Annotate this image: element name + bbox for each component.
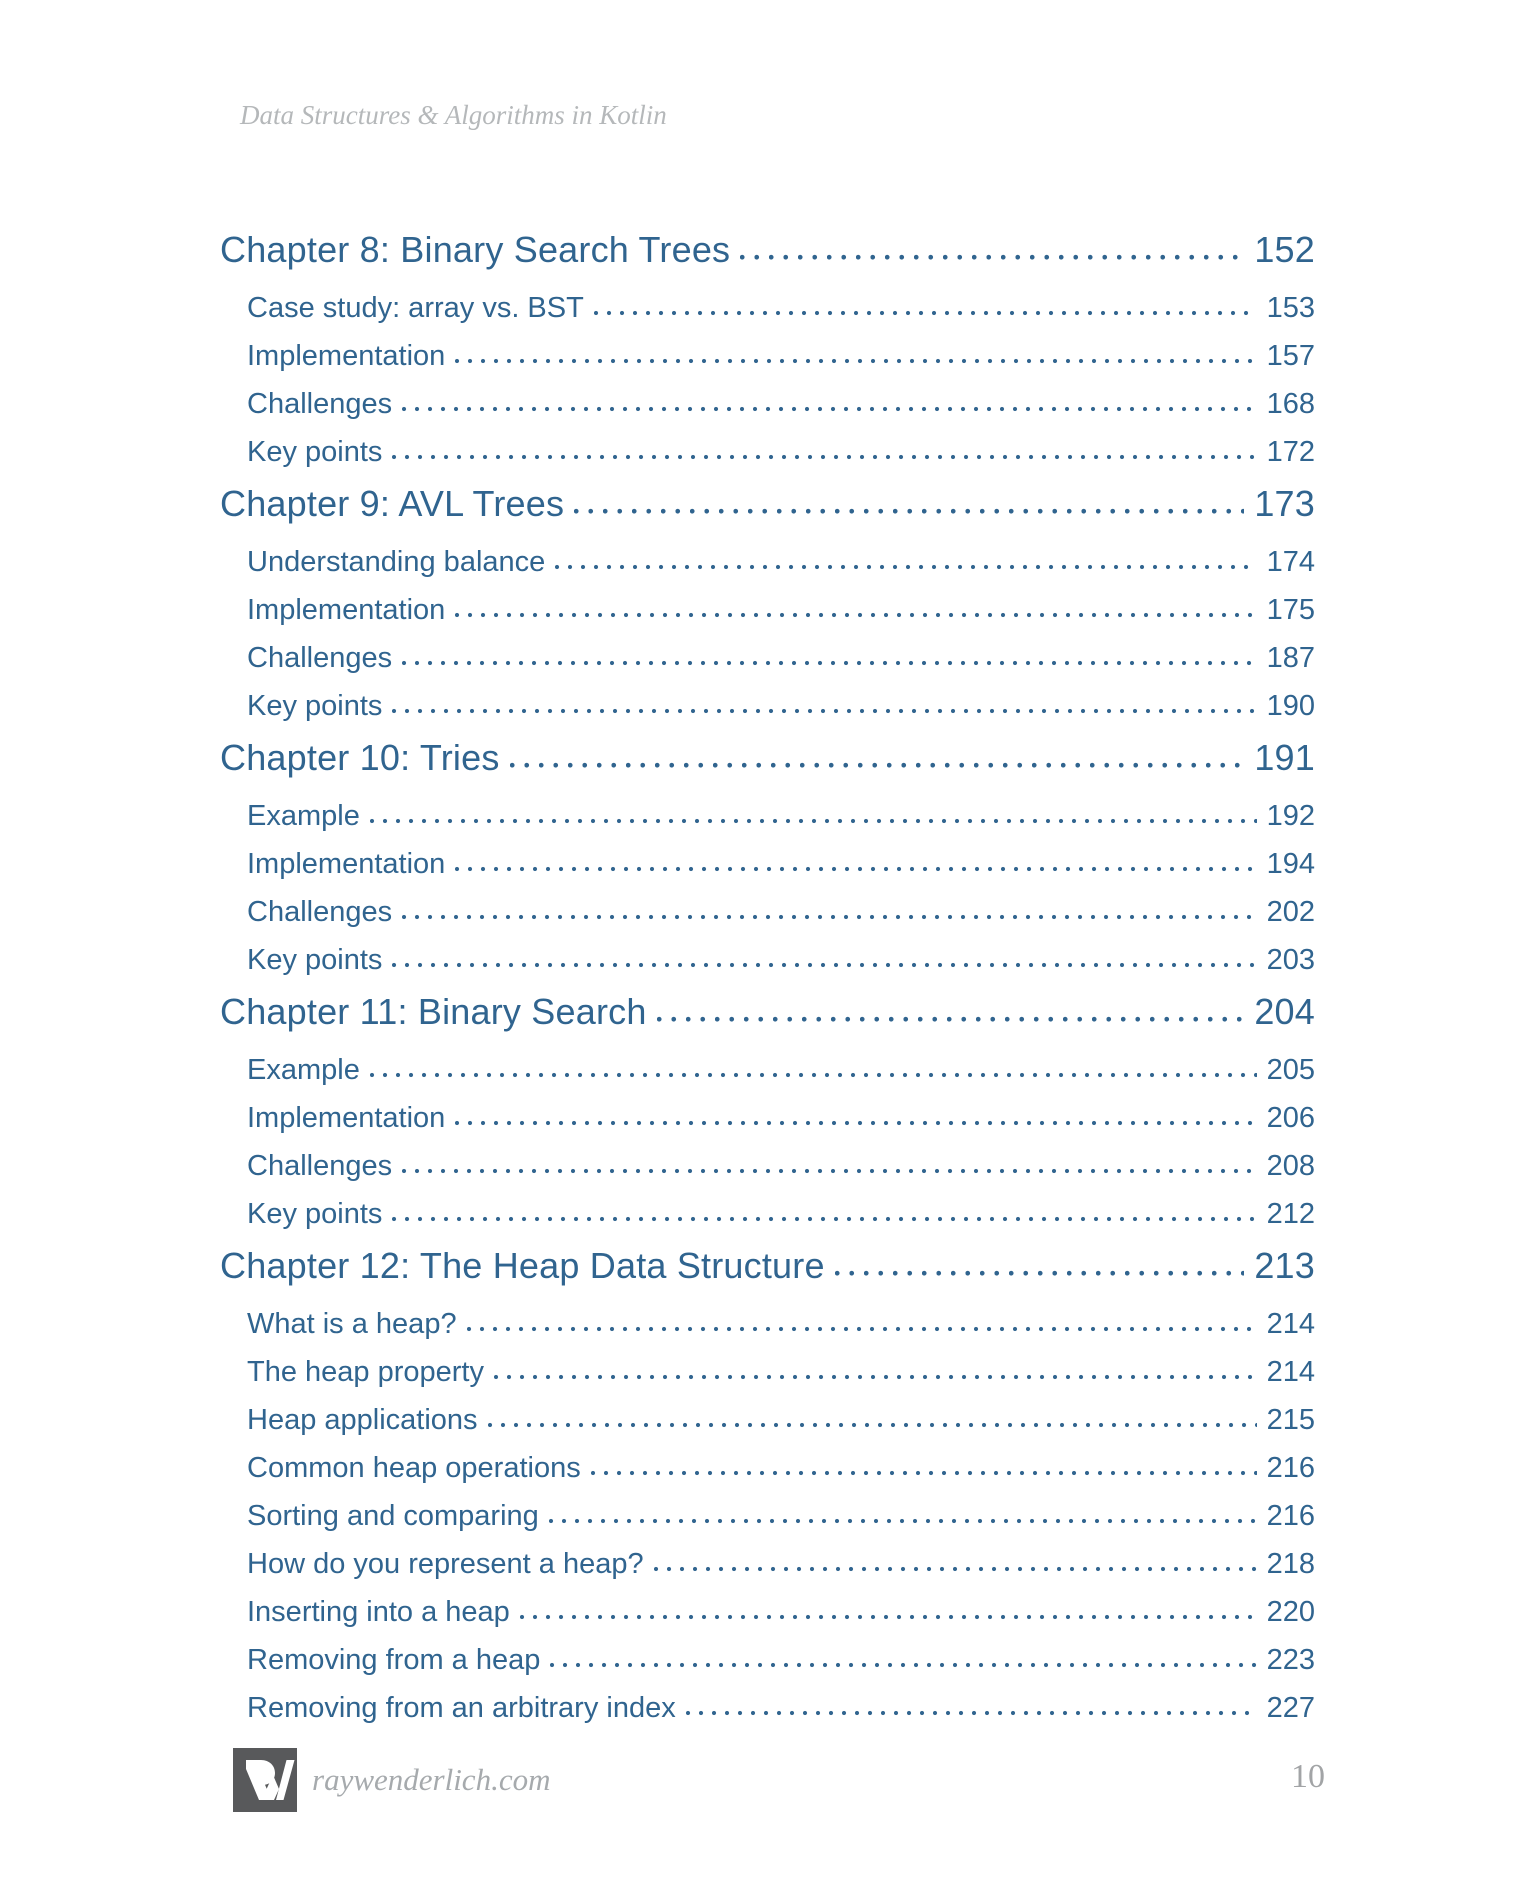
toc-chapter-row[interactable]: [220, 730, 1315, 786]
toc-subentry-row[interactable]: [220, 1444, 1315, 1492]
toc-subentry-row[interactable]: [220, 332, 1315, 380]
toc-entry-page-number: 174: [1266, 546, 1315, 578]
dot-leader: [553, 563, 1256, 571]
toc-subentry-row[interactable]: [220, 1492, 1315, 1540]
toc-entry-label: Case study: array vs. BST: [247, 292, 584, 324]
toc-entry-page-number: 191: [1254, 737, 1315, 778]
toc-entry-page-number: 194: [1266, 848, 1315, 880]
dot-leader: [400, 913, 1257, 921]
toc-subentry-row[interactable]: [220, 1190, 1315, 1238]
toc-entry-label: Example: [247, 1054, 360, 1086]
toc-chapter-row[interactable]: [220, 222, 1315, 278]
toc-subentry-row[interactable]: [220, 840, 1315, 888]
dot-leader: [589, 1469, 1257, 1477]
dot-leader: [368, 817, 1257, 825]
toc-entry-label: Challenges: [247, 642, 393, 674]
dot-leader: [400, 1167, 1257, 1175]
toc-subentry-row[interactable]: [220, 1300, 1315, 1348]
dot-leader: [508, 761, 1245, 770]
toc-subentry-row[interactable]: [220, 428, 1315, 476]
dot-leader: [548, 1661, 1256, 1669]
toc-entry-label: Removing from a heap: [247, 1644, 541, 1676]
dot-leader: [492, 1373, 1257, 1381]
table-of-contents: [220, 222, 1315, 1732]
toc-subentry-row[interactable]: [220, 1588, 1315, 1636]
toc-entry-label: Challenges: [247, 1150, 393, 1182]
toc-entry-label: The heap property: [247, 1356, 484, 1388]
dot-leader: [453, 357, 1256, 365]
toc-entry-page-number: 168: [1266, 388, 1315, 420]
dot-leader: [833, 1269, 1245, 1278]
toc-entry-page-number: 213: [1254, 1245, 1315, 1286]
toc-entry-page-number: 220: [1266, 1596, 1315, 1628]
toc-entry-label: Understanding balance: [247, 546, 546, 578]
toc-entry-page-number: 223: [1266, 1644, 1315, 1676]
toc-entry-page-number: 215: [1266, 1404, 1315, 1436]
dot-leader: [518, 1613, 1257, 1621]
dot-leader: [592, 309, 1257, 317]
toc-subentry-row[interactable]: [220, 1348, 1315, 1396]
toc-entry-page-number: 173: [1254, 483, 1315, 524]
dot-leader: [390, 453, 1256, 461]
toc-entry-label: Heap applications: [247, 1404, 478, 1436]
toc-entry-label: Inserting into a heap: [247, 1596, 510, 1628]
dot-leader: [390, 1215, 1256, 1223]
toc-entry-label: Chapter 8: Binary Search Trees: [220, 229, 731, 270]
toc-entry-page-number: 216: [1266, 1452, 1315, 1484]
toc-entry-label: Sorting and comparing: [247, 1500, 539, 1532]
toc-entry-page-number: 205: [1266, 1054, 1315, 1086]
toc-chapter-row[interactable]: [220, 1238, 1315, 1294]
dot-leader: [390, 961, 1256, 969]
toc-entry-page-number: 208: [1266, 1150, 1315, 1182]
toc-entry-label: Challenges: [247, 388, 393, 420]
toc-entry-label: Chapter 9: AVL Trees: [220, 483, 565, 524]
toc-entry-page-number: 187: [1266, 642, 1315, 674]
toc-entry-label: Implementation: [247, 848, 446, 880]
toc-entry-page-number: 206: [1266, 1102, 1315, 1134]
toc-chapter-row[interactable]: [220, 984, 1315, 1040]
toc-entry-page-number: 214: [1266, 1356, 1315, 1388]
toc-subentry-row[interactable]: [220, 634, 1315, 682]
footer-site-link[interactable]: raywenderlich.com: [312, 1762, 551, 1797]
toc-entry-label: Implementation: [247, 1102, 446, 1134]
toc-subentry-row[interactable]: [220, 1046, 1315, 1094]
toc-subentry-row[interactable]: [220, 1540, 1315, 1588]
toc-entry-label: Removing from an arbitrary index: [247, 1692, 676, 1724]
toc-entry-label: Chapter 11: Binary Search: [220, 991, 647, 1032]
dot-leader: [486, 1421, 1257, 1429]
toc-entry-label: Key points: [247, 690, 383, 722]
toc-entry-page-number: 202: [1266, 896, 1315, 928]
toc-entry-label: Challenges: [247, 896, 393, 928]
toc-subentry-row[interactable]: [220, 888, 1315, 936]
toc-subentry-row[interactable]: [220, 1396, 1315, 1444]
toc-entry-label: What is a heap?: [247, 1308, 457, 1340]
toc-entry-page-number: 190: [1266, 690, 1315, 722]
toc-entry-page-number: 212: [1266, 1198, 1315, 1230]
toc-subentry-row[interactable]: [220, 936, 1315, 984]
toc-entry-label: Implementation: [247, 594, 446, 626]
page-number: 10: [1291, 1758, 1325, 1795]
toc-entry-label: Key points: [247, 944, 383, 976]
toc-entry-page-number: 157: [1266, 340, 1315, 372]
toc-entry-label: Example: [247, 800, 360, 832]
toc-subentry-row[interactable]: [220, 1636, 1315, 1684]
toc-entry-page-number: 227: [1266, 1692, 1315, 1724]
dot-leader: [400, 405, 1257, 413]
dot-leader: [655, 1015, 1245, 1024]
dot-leader: [652, 1565, 1257, 1573]
toc-subentry-row[interactable]: [220, 1094, 1315, 1142]
toc-subentry-row[interactable]: [220, 792, 1315, 840]
toc-entry-page-number: 172: [1266, 436, 1315, 468]
toc-section: [220, 984, 1315, 1238]
toc-entry-page-number: 214: [1266, 1308, 1315, 1340]
dot-leader: [572, 507, 1244, 516]
toc-entry-page-number: 218: [1266, 1548, 1315, 1580]
dot-leader: [390, 707, 1256, 715]
toc-subentry-row[interactable]: [220, 682, 1315, 730]
dot-leader: [465, 1325, 1257, 1333]
dot-leader: [684, 1709, 1257, 1717]
toc-section: [220, 1238, 1315, 1732]
toc-entry-label: Common heap operations: [247, 1452, 581, 1484]
toc-subentry-row[interactable]: [220, 1142, 1315, 1190]
toc-subentry-row[interactable]: [220, 380, 1315, 428]
toc-entry-label: Chapter 12: The Heap Data Structure: [220, 1245, 825, 1286]
dot-leader: [547, 1517, 1257, 1525]
toc-entry-label: Chapter 10: Tries: [220, 737, 500, 778]
toc-subentry-row[interactable]: [220, 586, 1315, 634]
page-footer: [233, 1748, 550, 1812]
dot-leader: [453, 865, 1256, 873]
toc-chapter-row[interactable]: [220, 476, 1315, 532]
toc-subentry-row[interactable]: [220, 1684, 1315, 1732]
toc-entry-label: Key points: [247, 436, 383, 468]
dot-leader: [368, 1071, 1257, 1079]
toc-entry-label: Key points: [247, 1198, 383, 1230]
toc-entry-page-number: 153: [1266, 292, 1315, 324]
toc-entry-page-number: 216: [1266, 1500, 1315, 1532]
toc-entry-page-number: 175: [1266, 594, 1315, 626]
toc-section: [220, 222, 1315, 476]
toc-entry-page-number: 204: [1254, 991, 1315, 1032]
toc-entry-label: How do you represent a heap?: [247, 1548, 644, 1580]
dot-leader: [400, 659, 1257, 667]
toc-entry-label: Implementation: [247, 340, 446, 372]
toc-subentry-row[interactable]: [220, 284, 1315, 332]
toc-section: [220, 730, 1315, 984]
toc-entry-page-number: 192: [1266, 800, 1315, 832]
toc-section: [220, 476, 1315, 730]
toc-subentry-row[interactable]: [220, 538, 1315, 586]
toc-entry-page-number: 203: [1266, 944, 1315, 976]
toc-entry-page-number: 152: [1254, 229, 1315, 270]
dot-leader: [738, 253, 1244, 262]
dot-leader: [453, 611, 1256, 619]
dot-leader: [453, 1119, 1256, 1127]
raywenderlich-logo-icon: [233, 1748, 297, 1812]
running-header-book-title: Data Structures & Algorithms in Kotlin: [240, 100, 667, 130]
